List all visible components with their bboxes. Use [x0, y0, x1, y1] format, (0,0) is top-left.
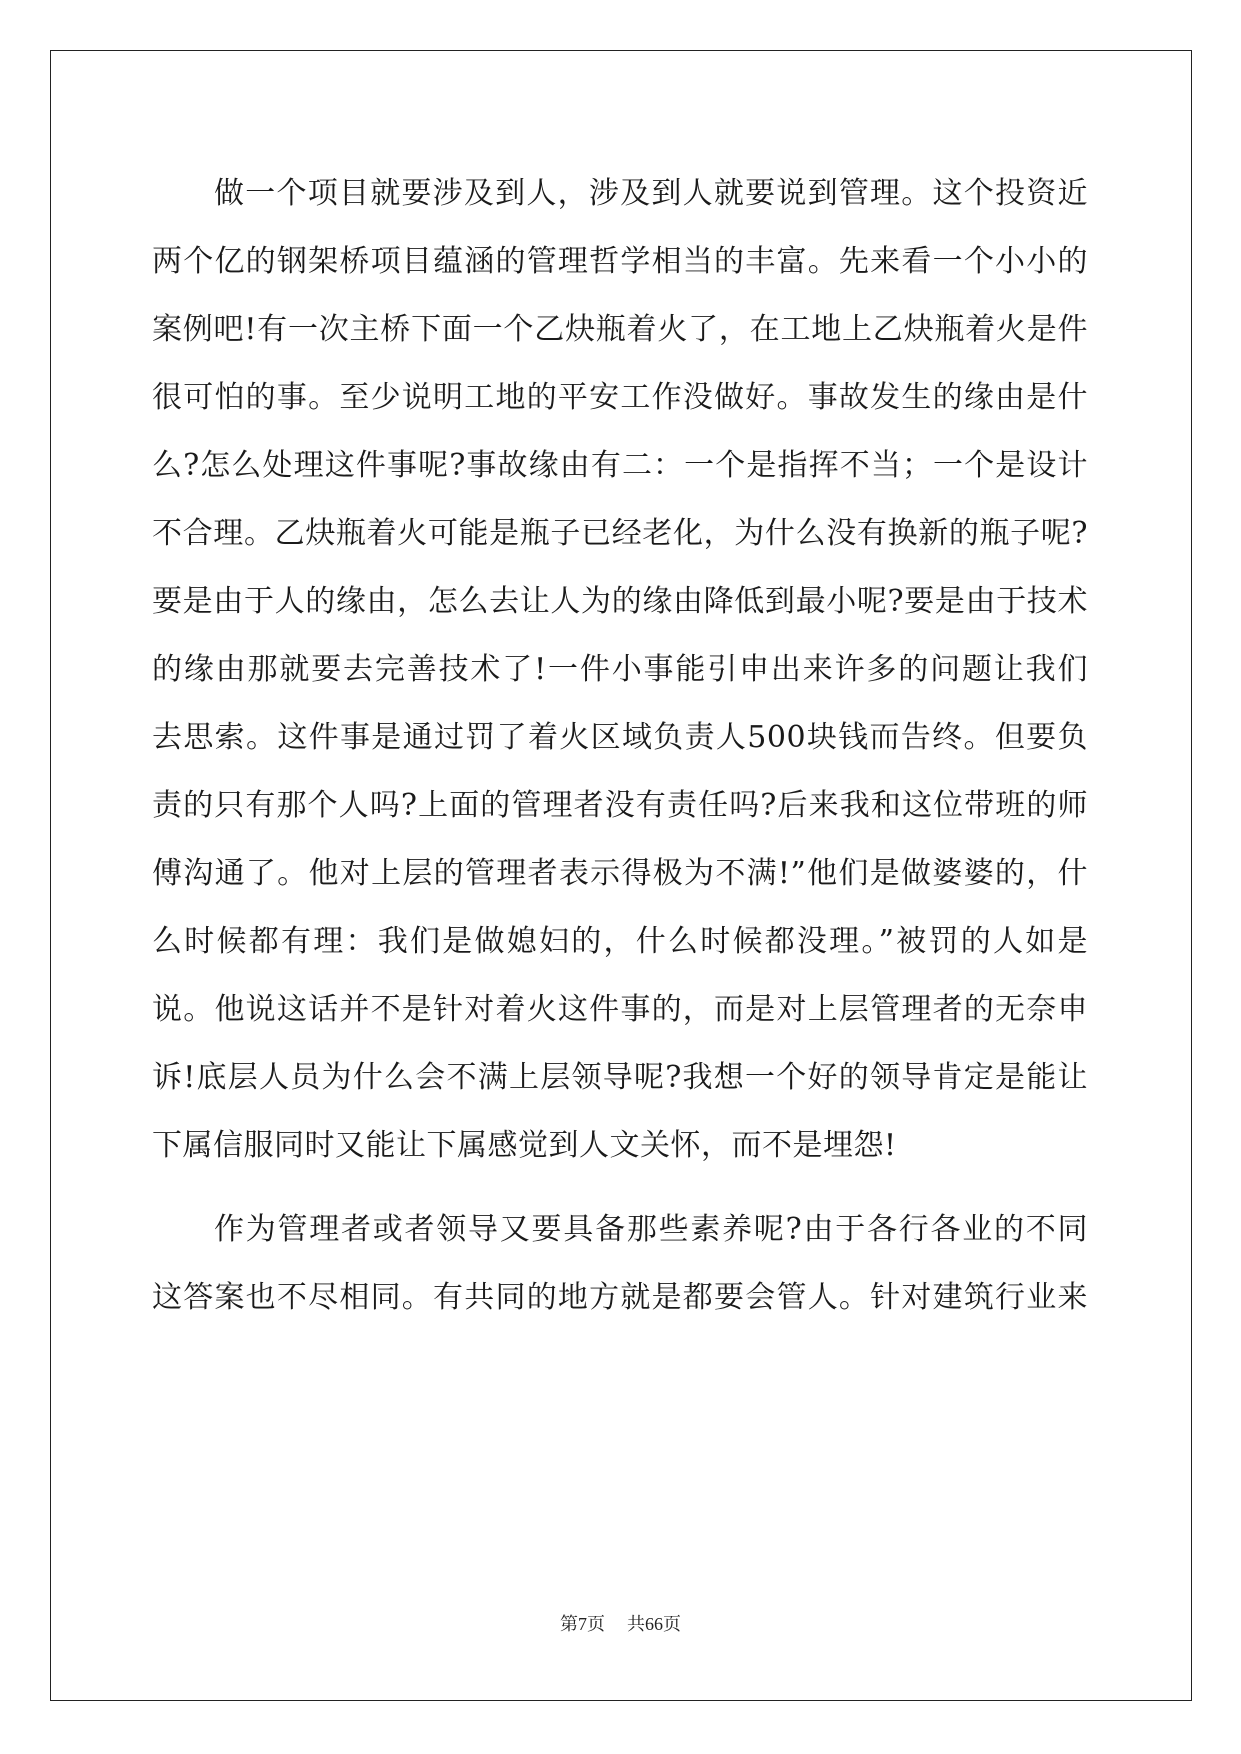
- text-line: 案例吧!有一次主桥下面一个乙炔瓶着火了，在工地上乙炔瓶着火是件: [152, 312, 1088, 347]
- text-line: 的缘由那就要去完善技术了!一件小事能引申出来许多的问题让我们: [152, 652, 1088, 687]
- text-line: 这答案也不尽相同。有共同的地方就是都要会管人。针对建筑行业来: [152, 1280, 1088, 1315]
- page-footer: [0, 1610, 1241, 1636]
- text-line: 么时候都有理：我们是做媳妇的，什么时候都没理。”被罚的人如是: [152, 924, 1088, 959]
- text-line: 说。他说这话并不是针对着火这件事的，而是对上层管理者的无奈申: [152, 992, 1088, 1027]
- page-number: 第7页: [560, 1614, 605, 1634]
- text-line: 去思索。这件事是通过罚了着火区域负责人500块钱而告终。但要负: [152, 720, 1088, 755]
- text-line: 诉!底层人员为什么会不满上层领导呢?我想一个好的领导肯定是能让: [152, 1060, 1088, 1095]
- document-body: [152, 160, 1088, 1332]
- text-line: 做一个项目就要涉及到人，涉及到人就要说到管理。这个投资近: [214, 176, 1088, 211]
- page-total: 共66页: [627, 1614, 681, 1634]
- text-line: 责的只有那个人吗?上面的管理者没有责任吗?后来我和这位带班的师: [152, 788, 1088, 823]
- text-line: 傅沟通了。他对上层的管理者表示得极为不满!”他们是做婆婆的，什: [152, 856, 1088, 891]
- text-line: 很可怕的事。至少说明工地的平安工作没做好。事故发生的缘由是什: [152, 380, 1088, 415]
- paragraph-spacer: [152, 1180, 1088, 1196]
- text-line: 作为管理者或者领导又要具备那些素养呢?由于各行各业的不同: [214, 1212, 1088, 1247]
- text-line: 两个亿的钢架桥项目蕴涵的管理哲学相当的丰富。先来看一个小小的: [152, 244, 1088, 279]
- text-line: 不合理。乙炔瓶着火可能是瓶子已经老化，为什么没有换新的瓶子呢?: [152, 516, 1088, 551]
- text-line: 下属信服同时又能让下属感觉到人文关怀，而不是埋怨!: [152, 1128, 897, 1163]
- text-line: 要是由于人的缘由，怎么去让人为的缘由降低到最小呢?要是由于技术: [152, 584, 1088, 619]
- text-line: 么?怎么处理这件事呢?事故缘由有二：一个是指挥不当；一个是设计: [152, 448, 1088, 483]
